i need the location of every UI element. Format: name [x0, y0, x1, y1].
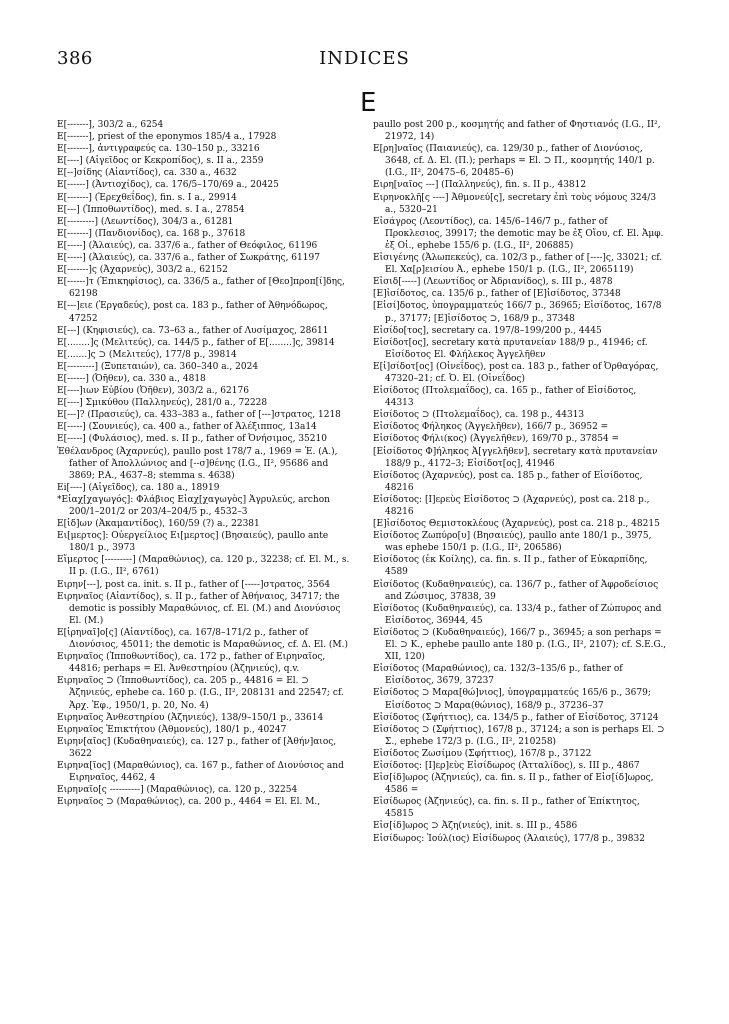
index-entry: E[-------], priest of the eponymos 185/4 a., 17928 — [57, 132, 277, 143]
index-entry: Eἰσίδοτος Φήληκος (Ἀγγελῆθεν), 166/7 p., 36952 = — [373, 422, 609, 433]
index-entry: E[ρη]ναῖος (Παιανιεύς), ca. 129/30 p., father of Διονύσιος, 3648, cf. Δ. El. (Π.); perhaps = El. ⊃ Π., κοσμητής 140/1 p. (I.G., II², 20475–6, 20485–6) — [373, 144, 655, 179]
index-entry: Eἵμερτος [---------] (Μαραθώνιος), ca. 120 p., 32238; cf. El. M., s. II p. (I.G., II², 6761) — [57, 555, 350, 578]
index-entry: Eἰσίδοτος: [I]ερεὺς Eἰσίδοτος ⊃ (Ἀχαρνεύς), post ca. 218 p., 48216 — [373, 494, 650, 517]
index-entry: Eἰσίδοτος ⊃ (Σφήττιος), 167/8 p., 37124; a son is perhaps El. ⊃ Σ., ephebe 172/3 p. (I.G., II², 210258) — [373, 724, 665, 747]
index-entry: Eἰσιδ[-----] (Λεωντίδος or Ἀδριανίδος), s. III p., 4878 — [373, 277, 613, 288]
index-entry: Eἰσίδοτ[ος], secretary κατὰ πρυτανείαν 188/9 p., 41946; cf. Eἰσίδοτος El. Φλήλεκος Ἀγγελῆθεν — [373, 337, 648, 360]
index-entry: [E]ἰσίδοτος, ca. 135/6 p., father of [E]ἰσίδοτος, 37348 — [373, 289, 621, 300]
index-entry: Eἰσίδοτος (Κυδαθηναιεύς), ca. 133/4 p., father of Ζώπυρος and Eἰσίδοτος, 36944, 45 — [373, 603, 662, 626]
index-entry: Eιρηναῖος ⊃ (Ἱπποθωντίδος), ca. 205 p., 44816 = El. ⊃ Ἀζηνιεύς, ephebe ca. 160 p. (I.G., II², 208131 and 22547; cf. Ἀρχ. Ἐφ., 1950/1, p. 20, No. 4) — [57, 676, 344, 711]
index-entry: Ei[----] (Αἰγεῖδος), ca. 180 a., 18919 — [57, 482, 220, 493]
index-entry: E[-------]ς (Ἀχαρνεύς), 303/2 a., 62152 — [57, 265, 228, 276]
index-entry: Eἰσίδοτος Φήλι(κος) (Ἀγγελῆθεν), 169/70 p., 37854 = — [373, 434, 620, 445]
index-entry: Eἰσίδο[τος], secretary ca. 197/8–199/200 p., 4445 — [373, 325, 602, 336]
index-entry: Eἰσίδωρος (Ἀζηνιεύς), ca. fin. s. II p., father of Ἐπίκτητος, 45815 — [373, 797, 640, 820]
index-entry: Eἰσίδοτος (Μαραθώνιος), ca. 132/3–135/6 p., father of Eἰσίδοτος, 3679, 37237 — [373, 664, 623, 687]
index-entry: E[-----] (Σουνιεύς), ca. 400 a., father of Ἀλέξιππος, 13a14 — [57, 422, 317, 433]
index-entry: Eἰσ[ίδ]ωρος (Ἀζηνιεύς), ca. fin. s. II p., father of Eἰσ[ίδ]ωρος, 4586 = — [373, 773, 654, 796]
index-entry: Eἰσίδοτος: [Ι]ερ]εὺς Eἰσίδωρος (Ἀτταλίδος), s. III p., 4867 — [373, 760, 640, 771]
right-column — [373, 119, 667, 845]
index-entry: E[.......]ς ⊃ (Μελιτεύς), 177/8 p., 39814 — [57, 349, 237, 360]
index-entry: Eιρηναῖος (Ἱπποθωντίδος), ca. 172 p., father of Eιρηναῖος, 44816; perhaps = El. Ἀνθεστηρίου (Ἀζηνιεύς), q.v. — [57, 652, 326, 675]
running-head: INDICES — [319, 48, 410, 69]
index-entry: *Εἰαχ[χαγωγός]: Φλάβιος Εἰαχ[χαγωγὸς] Ἀγρυλεύς, archon 200/1–201/2 or 203/4–204/5 p., 4532–3 — [57, 494, 330, 517]
index-entry: Eἰσάγρος (Λεοντίδος), ca. 145/6–146/7 p., father of Προκλεσιος, 39917; the demotic may be ἐξ Οἴου, cf. El. Ἀμφ. ἐξ Οἰ., ephebe 155/6 p. (I.G., II², 206885) — [373, 216, 664, 251]
index-entry: Eἰσίδοτος Ζωπύρο[υ] (Βησαιεύς), paullo ante 180/1 p., 3975, was ephebe 150/1 p. (I.G., II², 206586) — [373, 531, 652, 554]
index-entry: Eἰσίδοτος ⊃ (Πτολεμαΐδος), ca. 198 p., 44313 — [373, 410, 585, 421]
index-entry: E[---------] (Λεωντίδος), 304/3 a., 61281 — [57, 216, 234, 227]
index-entry: E[------]τ (Ἐπικηφίσιος), ca. 336/5 a., father of [Θεο]προπ[ί]δης, 62198 — [57, 277, 345, 300]
index-entry: Eιρηναῖος Ἀνθεστηρίου (Ἀζηνιεύς), 138/9–150/1 p., 33614 — [57, 712, 324, 723]
index-entry: Eιρηνοκλῆ[ς ----] Ἀθμονεύ[ς], secretary ἐπὶ τοὺς νόμους 324/3 a., 5320–21 — [373, 192, 657, 215]
index-entry: Eιρηναῖος Ἐπικτήτου (Ἀθμονεύς), 180/1 p., 40247 — [57, 724, 287, 735]
index-entry: E[ἰ]σίδοτ[ος] (Οἰνεΐδος), post ca. 183 p., father of Ὀρθαγόρας, 47320–21; cf. Ὀ. El. (Οἰνεΐδος) — [373, 361, 659, 384]
index-entry: E[----] Σμικύθου (Παλληνεύς), 281/0 a., 72228 — [57, 398, 268, 409]
index-entry: E[---]ειε (Ἐργαδεύς), post ca. 183 p., father of Ἀθηνόδωρος, 47252 — [57, 301, 328, 324]
index-entry: E[-------], ἀντιγραφεύς ca. 130–150 p., 33216 — [57, 144, 260, 155]
index-entry: Eἰσίδοτος ⊃ (Κυδαθηναιεύς), 166/7 p., 36945; a son perhaps = El. ⊃ K., ephebe paullo ante 180 p. (I.G., II², 2107); cf. S.E.G., XII, 120) — [373, 627, 667, 663]
index-entry: E[-------], 303/2 a., 6254 — [57, 120, 164, 130]
index-entry: E[---] (Ἱπποθωντίδος), med. s. I a., 27854 — [57, 204, 245, 215]
index-entry: Eιρηνα[ῖος] (Μαραθώνιος), ca. 167 p., father of Διονύσιος and Eιρηναῖος, 4462, 4 — [57, 760, 344, 784]
index-entry: Eἰσ[ίδ]ωρος ⊃ Ἀζη(νιεύς), init. s. III p., 4586 — [373, 821, 578, 832]
index-entry: E[-----] (Φυλάσιος), med. s. II p., father of Ὀνήσιμος, 35210 — [57, 434, 327, 445]
section-letter: E — [360, 88, 377, 118]
index-entry: E[--]σίδης (Αἰαντίδος), ca. 330 a., 4632 — [57, 168, 237, 179]
index-entry: Eἰσίδοτος Ζωσίμου (Σφήττιος), 167/8 p., 37122 — [373, 748, 592, 759]
index-entry: [Eἰσί]δοτος, ὑπογραμματεύς 166/7 p., 36965; Eἰσίδοτος, 167/8 p., 37177; [E]ἰσίδοτος ⊃, 168/9 p., 37348 — [373, 301, 662, 324]
index-entry: E[------] (Ὀῆθεν), ca. 330 a., 4818 — [57, 373, 206, 384]
index-entry: E[----]ιων Εὐβίου (Ὀῆθεν), 303/2 a., 62176 — [57, 386, 249, 397]
index-entry: Eἰσίδοτος (Σφήττιος), ca. 134/5 p., father of Eἰσίδοτος, 37124 — [373, 712, 659, 723]
index-entry: Eιρηναῖο[ς ----------] (Μαραθώνιος), ca. 120 p., 32254 — [57, 785, 298, 796]
index-entry: Eἰσιγένης (Ἀλωπεκεύς), ca. 102/3 p., father of [----]ς, 33021; cf. El. Χα[ρ]εισίου Ἀ., ephebe 150/1 p. (I.G., II², 2065119) — [373, 253, 663, 276]
index-entry: E[ἰρηναῖ]ο[ς] (Αἰαντίδος), ca. 167/8–171/2 p., father of Διονύσιος, 45011; the demotic is Μαραθώνιος, cf. Δ. El. (M.) — [57, 627, 349, 651]
index-entry: Eἰσίδοτος (Κυδαθηναιεύς), ca. 136/7 p., father of Ἀφροδείσιος and Ζώσιμος, 37838, 39 — [373, 579, 659, 602]
index-entry: Eιρη[ναῖος ---] (Παλληνεύς), fin. s. II p., 43812 — [373, 180, 587, 191]
index-entry: Eι[μερτος]: Οὐεργείλιος Eι[μερτος] (Βησαιεύς), paullo ante 180/1 p., 3973 — [57, 531, 329, 554]
index-entry: E[-------] (Πανδιονίδος), ca. 168 p., 37618 — [57, 228, 246, 239]
index-entry: Eιρηναῖος (Αἰαντίδος), s. II p., father of Ἀθήναιος, 34717; the demotic is possibly Μαραθώνιος, cf. El. (M.) and Διονύσιος El. (M.) — [57, 591, 341, 626]
index-entry: Eιρην[---], post ca. init. s. II p., father of [-----]στρατος, 3564 — [57, 579, 331, 590]
index-entry: E[-----] (Ἀλαιεύς), ca. 337/6 a., father of Θεόφιλος, 61196 — [57, 240, 318, 251]
index-entry: E[........]ς (Μελιτεύς), ca. 144/5 p., father of E[........]ς, 39814 — [57, 337, 335, 348]
index-entry: Eἰσίδοτος (ἐκ Κοίλης), ca. fin. s. II p., father of Εὐκαρπίδης, 4589 — [373, 555, 648, 578]
index-entry: Eἰσίδοτος (Πτολεμαΐδος), ca. 165 p., father of Eἰσίδοτος, 44313 — [373, 386, 637, 409]
index-entry: E[---] (Κηφισιεύς), ca. 73–63 a., father of Λυσίμαχος, 28611 — [57, 325, 329, 336]
index-entry: Eιρην[αῖος] (Κυδαθηναιεύς), ca. 127 p., father of [Ἀθήν]αιος, 3622 — [57, 736, 337, 759]
left-column — [57, 119, 351, 808]
index-entry: paullo post 200 p., κοσμητής and father of Φηστιανός (I.G., II², 21972, 14) — [373, 120, 661, 143]
index-entry: E[---------] (Ξυπεταιών), ca. 360–340 a., 2024 — [57, 361, 259, 372]
index-entry: E[---]? (Πρασιεύς), ca. 433–383 a., father of [---]στρατος, 1218 — [57, 410, 341, 421]
index-entry: Ἐθέλανδρος (Ἀχαρνεύς), paullo post 178/7 a., 1969 = Ἐ. (Α.), father of Ἀπολλώνιος and [--σ]θένης (I.G., II², 95686 and 3869; P.A., 4637–8; stemma s. 4638) — [57, 446, 338, 481]
index-entry: Eιρηναῖος ⊃ (Μαραθώνιος), ca. 200 p., 4464 = El. El. M., — [57, 797, 321, 808]
index-entry: E[----] (Αἰγεῖδος or Κεκροπίδος), s. II a., 2359 — [57, 156, 264, 167]
index-entry: Eἰσίδοτος ⊃ Μαρα[θώ]νιος], ὑπογραμματεύς 165/6 p., 3679; Eἰσίδοτος ⊃ Μαρα(θώνιος), 168/9 p., 37236–37 — [373, 688, 651, 711]
index-entry: E[-----] (Ἀλαιεύς), ca. 337/6 a., father of Σωκράτης, 61197 — [57, 253, 320, 264]
index-entry: [E]ἰσίδοτος Θεμιστοκλέους (Ἀχαρνεύς), post ca. 218 p., 48215 — [373, 519, 660, 530]
index-entry: E[-------] (Ἐρεχθεΐδος), fin. s. I a., 29914 — [57, 192, 237, 203]
index-entry: E[ἰδ]ων (Ἀκαμαντίδος), 160/59 (?) a., 22381 — [57, 519, 260, 530]
index-entry: Eἰσίδωρος: Ἰούλ(ιος) Eἰσίδωρος (Ἀλαιεύς), 177/8 p., 39832 — [373, 833, 645, 844]
index-entry: Eἰσίδοτος (Ἀχαρνεύς), post ca. 185 p., father of Eἰσίδοτος, 48216 — [373, 470, 643, 493]
page-number: 386 — [57, 48, 93, 69]
index-entry: [Eἰσίδοτος Φ]ήληκος Ἀ[γγελῆθεν], secretary κατὰ πρυτανείαν 188/9 p., 4172–3; Eἰσίδοτ[ος], 41946 — [373, 446, 658, 469]
index-entry: E[------] (Ἀντιοχίδος), ca. 176/5–170/69 a., 20425 — [57, 180, 279, 191]
